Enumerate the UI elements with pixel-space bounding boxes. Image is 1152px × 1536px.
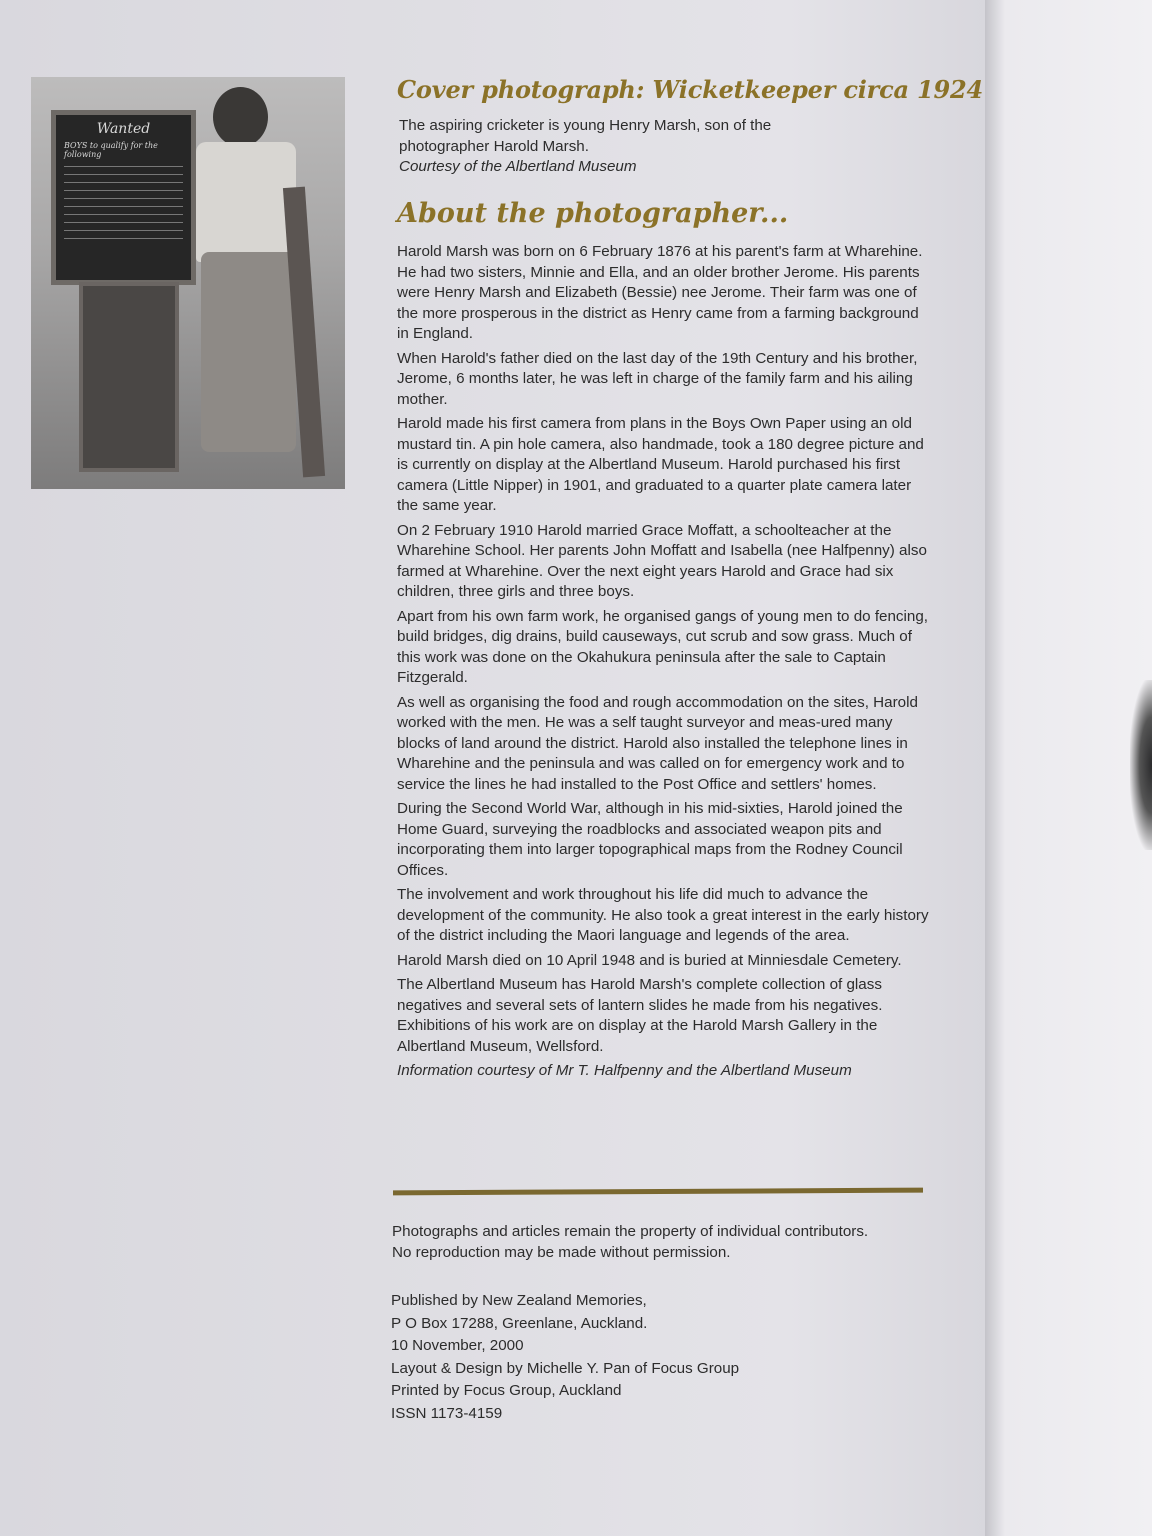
cover-heading: Cover photograph: Wicketkeeper circa 1924 xyxy=(397,75,984,104)
about-paragraph: On 2 February 1910 Harold married Grace Moffatt, a schoolteacher at the Wharehine School. Her parents John Moffatt and Isabella (nee Halfpenny) also farmed at Wharehine. Over the next eight years Harold and Grace had six children, three girls and three boys. xyxy=(397,521,927,600)
about-heading: About the photographer... xyxy=(397,198,789,229)
right-page-photo-edge xyxy=(1130,680,1152,850)
about-credit: Information courtesy of Mr T. Halfpenny and the Albertland Museum xyxy=(397,1062,852,1079)
chalkboard-stand xyxy=(79,282,179,472)
rights-notice xyxy=(392,1222,952,1263)
publisher-line: Printed by Focus Group, Auckland xyxy=(391,1382,622,1399)
boy-figure-body xyxy=(196,142,296,262)
cover-caption-line2: photographer Harold Marsh. xyxy=(399,137,589,155)
cover-caption-line1: The aspiring cricketer is young Henry Marsh, son of the xyxy=(399,117,772,134)
about-paragraph: As well as organising the food and rough accommodation on the sites, Harold worked with the men. He was a self taught surveyor and meas-ured many blocks of land around the district. Harold also installed the telephone lines in Wharehine and the peninsula and was called on for emergency work and to service the lines he had installed to the Post Office and settlers' homes. xyxy=(397,693,918,793)
chalkboard xyxy=(51,110,196,285)
about-paragraph: Apart from his own farm work, he organised gangs of young men to do fencing, build bridges, dig drains, build causeways, cut scrub and sow grass. Much of this work was done on the Okahukura peninsula after the sale to Captain Fitzgerald. xyxy=(397,607,929,686)
cover-courtesy: Courtesy of the Albertland Museum xyxy=(399,158,637,175)
publisher-line: 10 November, 2000 xyxy=(391,1337,524,1354)
boy-figure-head xyxy=(213,87,268,147)
publisher-line: P O Box 17288, Greenlane, Auckland. xyxy=(391,1314,648,1332)
right-page xyxy=(985,0,1152,1536)
rights-line2: No reproduction may be made without permission. xyxy=(392,1243,731,1261)
about-paragraph: The involvement and work throughout his life did much to advance the development of the community. He also took a great interest in the early history of the district including the Maori language and legends of the area. xyxy=(397,886,929,944)
chalkboard-title: Wanted xyxy=(96,121,151,137)
about-paragraph: Harold Marsh died on 10 April 1948 and is buried at Minniesdale Cemetery. xyxy=(397,951,902,969)
chalkboard-subtitle: BOYS to qualify for the following xyxy=(64,141,158,159)
about-paragraph: When Harold's father died on the last day of the 19th Century and his brother, Jerome, 6 months later, he was left in charge of the family farm and his ailing mother. xyxy=(397,349,918,408)
publisher-line: ISSN 1173-4159 xyxy=(391,1404,503,1422)
publisher-info xyxy=(391,1290,951,1425)
about-paragraph: During the Second World War, although in his mid-sixties, Harold joined the Home Guard, surveying the roadblocks and associated weapon pits and incorporating them into larger topographical maps from the Rodney Council Offices. xyxy=(397,800,903,879)
chalkboard-writing xyxy=(56,137,191,250)
about-paragraph: Harold Marsh was born on 6 February 1876 at his parent's farm at Wharehine. He had two sisters, Minnie and Ella, and an older brother Jerome. His parents were Henry Marsh and Elizabeth (Bessie) nee Jerome. Their farm was one of the more prosperous in the district as Henry came from a farming background in England. xyxy=(397,243,923,342)
about-paragraph: Harold made his first camera from plans in the Boys Own Paper using an old mustard tin. A pin hole camera, also handmade, took a 180 degree picture and is currently on display at the Albertland Museum. Harold purchased his first camera (Little Nipper) in 1901, and graduated to a quarter plate camera later the same year. xyxy=(397,415,924,514)
cover-caption xyxy=(399,116,939,178)
publisher-line: Published by New Zealand Memories, xyxy=(391,1292,647,1309)
publisher-line: Layout & Design by Michelle Y. Pan of Focus Group xyxy=(391,1359,740,1377)
rights-line1: Photographs and articles remain the property of individual contributors. xyxy=(392,1223,869,1240)
cover-photo xyxy=(31,77,345,489)
about-paragraph: The Albertland Museum has Harold Marsh's complete collection of glass negatives and several sets of lantern slides he made from his negatives. Exhibitions of his work are on display at the Harold Marsh Gallery in the Albertland Museum, Wellsford. xyxy=(397,976,883,1055)
boy-figure-legs xyxy=(201,252,296,452)
about-body xyxy=(397,242,932,1082)
